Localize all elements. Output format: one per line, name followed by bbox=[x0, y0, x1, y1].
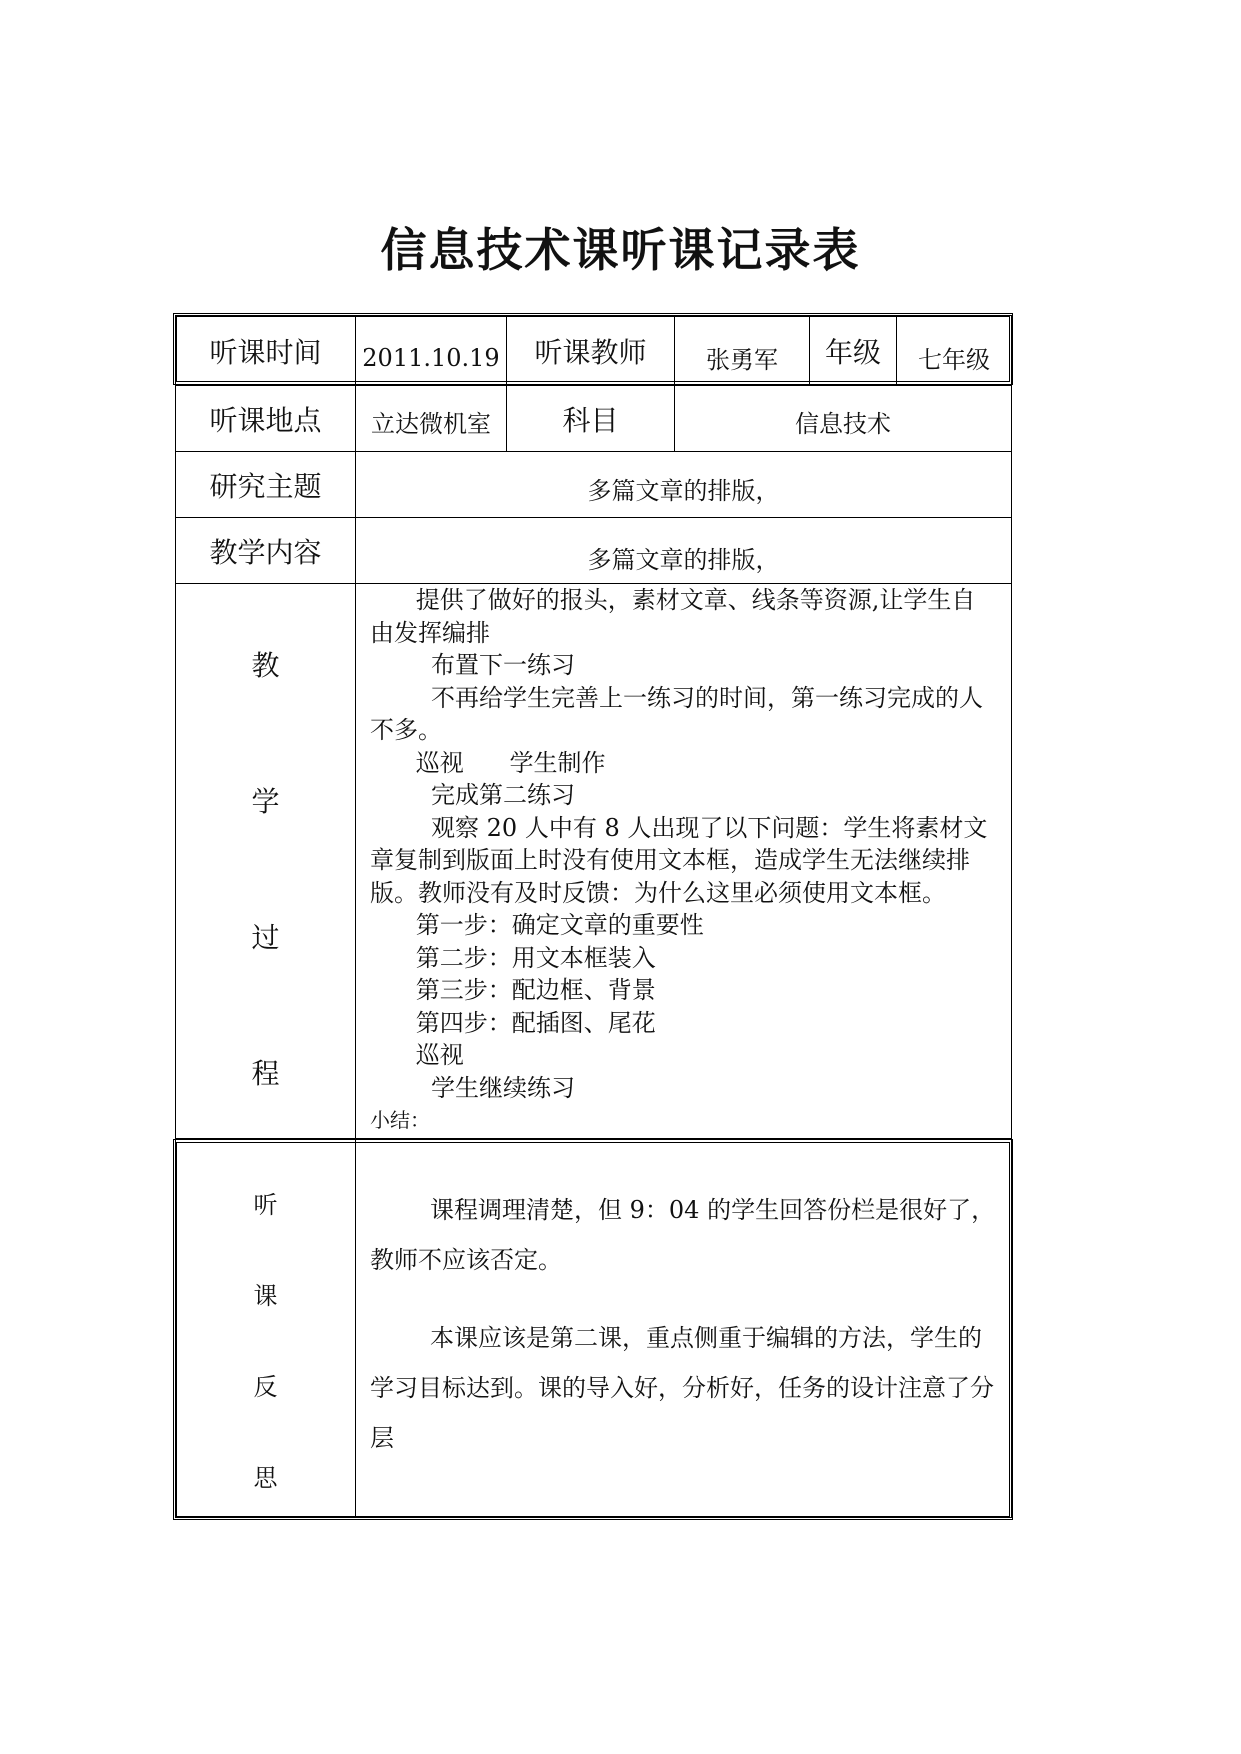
process-line: 不多。 bbox=[370, 716, 442, 744]
process-line: 由发挥编排 bbox=[370, 618, 490, 647]
process-line: 观察 20 人中有 8 人出现了以下问题：学生将素材文 bbox=[370, 813, 988, 842]
process-line: 第四步：配插图、尾花 bbox=[370, 1008, 656, 1037]
topic-value: 多篇文章的排版， bbox=[356, 452, 1012, 518]
process-line: 第一步：确定文章的重要性 bbox=[370, 911, 704, 939]
subject-label: 科目 bbox=[507, 386, 675, 452]
subject-value: 信息技术 bbox=[675, 386, 1012, 452]
reflection-paragraph: 课程调理清楚，但 9：04 的学生回答份栏是很好了，教师不应该否定。 bbox=[370, 1196, 996, 1274]
process-line: 完成第二练习 bbox=[370, 781, 576, 809]
process-line: 版。教师没有及时反馈：为什么这里必须使用文本框。 bbox=[370, 878, 946, 907]
process-line: 不再给学生完善上一练习的时间，第一练习完成的人 bbox=[370, 683, 984, 712]
reflection-label-char: 反 bbox=[253, 1373, 278, 1401]
process-line: 提供了做好的报头，素材文章、线条等资源,让学生自 bbox=[370, 586, 976, 614]
table-row bbox=[176, 1139, 1012, 1518]
grade-value: 七年级 bbox=[897, 316, 1012, 386]
content-value: 多篇文章的排版， bbox=[356, 518, 1012, 584]
place-label: 听课地点 bbox=[176, 386, 356, 452]
table-row bbox=[176, 584, 1012, 1139]
table-row bbox=[176, 316, 1012, 386]
reflection-content bbox=[356, 1139, 1012, 1518]
process-line: 布置下一练习 bbox=[370, 651, 576, 679]
reflection-label-char: 听 bbox=[253, 1191, 278, 1219]
process-line: 学生继续练习 bbox=[370, 1073, 576, 1102]
table-row bbox=[176, 518, 1012, 584]
reflection-label-char: 思 bbox=[253, 1464, 278, 1492]
process-line: 第三步：配边框、背景 bbox=[370, 976, 656, 1004]
reflection-paragraph: 本课应该是第二课，重点侧重于编辑的方法，学生的学习目标达到。课的导入好，分析好，任务的设计注意了分层 bbox=[370, 1324, 994, 1452]
summary-label: 小结： bbox=[370, 1108, 430, 1132]
table-row bbox=[176, 452, 1012, 518]
place-value: 立达微机室 bbox=[356, 386, 507, 452]
reflection-label bbox=[176, 1139, 356, 1518]
teacher-value: 张勇军 bbox=[675, 316, 810, 386]
topic-label: 研究主题 bbox=[176, 452, 356, 518]
process-line: 第二步：用文本框装入 bbox=[370, 943, 656, 972]
process-line: 章复制到版面上时没有使用文本框，造成学生无法继续排 bbox=[370, 846, 970, 874]
teacher-label: 听课教师 bbox=[507, 316, 675, 386]
process-label-char: 过 bbox=[251, 921, 280, 954]
process-line: 巡视 学生制作 bbox=[370, 748, 606, 777]
grade-label: 年级 bbox=[810, 316, 897, 386]
process-label-char: 学 bbox=[251, 785, 280, 818]
process-line: 巡视 bbox=[370, 1041, 464, 1069]
process-label-char: 教 bbox=[251, 649, 280, 682]
table-row bbox=[176, 386, 1012, 452]
process-content bbox=[356, 584, 1012, 1139]
page-title: 信息技术课听课记录表 bbox=[380, 223, 861, 277]
reflection-label-char: 课 bbox=[253, 1282, 278, 1310]
process-label-char: 程 bbox=[251, 1057, 280, 1090]
content-label: 教学内容 bbox=[176, 518, 356, 584]
time-value: 2011.10.19 bbox=[356, 316, 507, 386]
time-label: 听课时间 bbox=[176, 316, 356, 386]
process-label bbox=[176, 584, 356, 1139]
observation-record-table bbox=[175, 315, 1012, 1518]
